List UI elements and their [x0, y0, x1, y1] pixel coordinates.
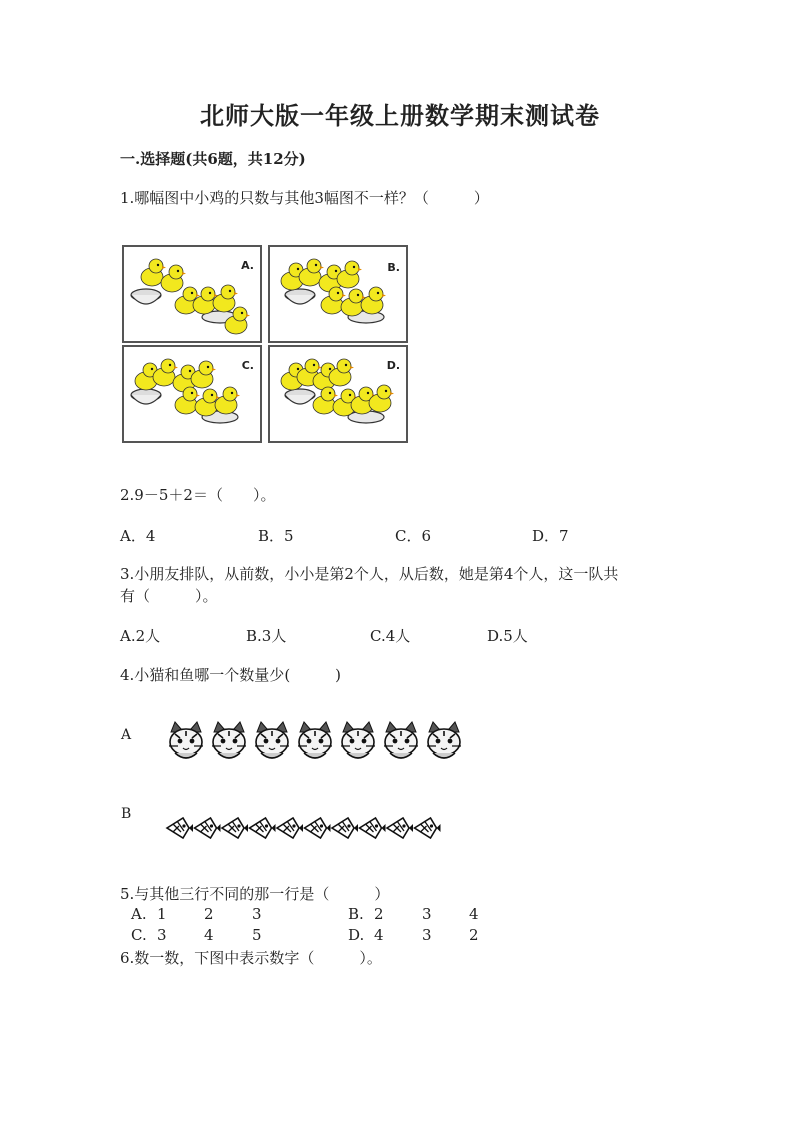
page-title: 北师大版一年级上册数学期末测试卷	[200, 101, 600, 130]
q5-number: 2	[374, 905, 384, 923]
bowl-icon	[131, 389, 161, 404]
chick-icon	[361, 287, 386, 314]
q3-option-b[interactable]: B.3人	[246, 627, 287, 645]
chicks-illustration-b	[270, 247, 406, 341]
fish-icon	[415, 818, 441, 838]
fish-icon	[222, 818, 248, 838]
panel-label-b: B.	[387, 261, 400, 274]
q5-number: 4	[374, 926, 384, 944]
question-6: 6.数一数，下图中表示数字（ ）。	[120, 949, 382, 967]
section-heading: 一.选择题(共6题，共12分)	[120, 150, 306, 168]
chick-panel-d	[268, 345, 408, 443]
q5-number: 3	[157, 926, 167, 944]
bowl-icon	[285, 289, 315, 304]
chick-icon	[215, 387, 240, 414]
fish-row	[163, 812, 448, 846]
question-3-line-1: 3.小朋友排队，从前数，小小是第2个人，从后数，她是第4个人，这一队共	[120, 565, 619, 583]
q3-option-a[interactable]: A.2人	[120, 627, 161, 645]
q2-option-b[interactable]: B．5	[258, 527, 294, 545]
cat-icon	[212, 722, 246, 758]
cat-icon	[169, 722, 203, 758]
fish-icon	[277, 818, 303, 838]
question-5: 5.与其他三行不同的那一行是（ ）	[120, 885, 390, 903]
q5-row-label: A.	[131, 905, 147, 923]
q5-number: 3	[252, 905, 262, 923]
chicks-illustration-d	[270, 347, 406, 441]
question-2: 2.9－5＋2＝（ ）。	[120, 486, 276, 504]
chick-panel-a	[122, 245, 262, 343]
cat-icon	[384, 722, 418, 758]
panel-label-a: A.	[241, 259, 254, 272]
chick-icon	[329, 359, 354, 386]
q5-number: 1	[157, 905, 167, 923]
panel-label-d: D.	[386, 359, 400, 372]
fish-icon	[387, 818, 413, 838]
bowl-icon	[131, 289, 161, 304]
q5-number: 2	[204, 905, 214, 923]
chick-icon	[191, 361, 216, 388]
q2-option-c[interactable]: C．6	[395, 527, 432, 545]
q5-number: 3	[422, 905, 432, 923]
chick-icon	[161, 265, 186, 292]
cat-icon	[427, 722, 461, 758]
chicks-illustration-a	[124, 247, 260, 341]
cat-icon	[255, 722, 289, 758]
panel-label-c: C.	[241, 359, 254, 372]
fish-icon	[195, 818, 221, 838]
q3-option-c[interactable]: C.4人	[370, 627, 411, 645]
fish-icon	[250, 818, 276, 838]
question-3-line-2: 有（ ）。	[120, 587, 218, 605]
q5-number: 5	[252, 926, 262, 944]
question-4: 4.小猫和鱼哪一个数量少( )	[120, 666, 342, 684]
chick-icon	[213, 285, 238, 312]
fish-icon	[332, 818, 358, 838]
cats-row	[163, 720, 473, 764]
q2-option-d[interactable]: D．7	[532, 527, 569, 545]
question-1: 1.哪幅图中小鸡的只数与其他3幅图不一样？（ ）	[120, 189, 489, 207]
cat-icon	[298, 722, 332, 758]
chick-icon	[337, 261, 362, 288]
q5-number: 3	[422, 926, 432, 944]
q5-number: 4	[204, 926, 214, 944]
chick-icon	[369, 385, 394, 412]
chick-panel-b	[268, 245, 408, 343]
cat-icon	[341, 722, 375, 758]
fish-icon	[305, 818, 331, 838]
q3-option-d[interactable]: D.5人	[487, 627, 528, 645]
q5-number: 2	[469, 926, 479, 944]
fish-icon	[167, 818, 193, 838]
q5-row-label: B.	[348, 905, 364, 923]
q5-row-label: C.	[131, 926, 147, 944]
bowl-icon	[285, 389, 315, 404]
q4-row-label-a: A	[121, 727, 132, 743]
q5-row-label: D.	[348, 926, 365, 944]
q2-option-a[interactable]: A．4	[120, 527, 156, 545]
q4-row-label-b: B	[121, 806, 132, 822]
fish-icon	[360, 818, 386, 838]
chicks-illustration-c	[124, 347, 260, 441]
q5-number: 4	[469, 905, 479, 923]
chick-panel-c	[122, 345, 262, 443]
